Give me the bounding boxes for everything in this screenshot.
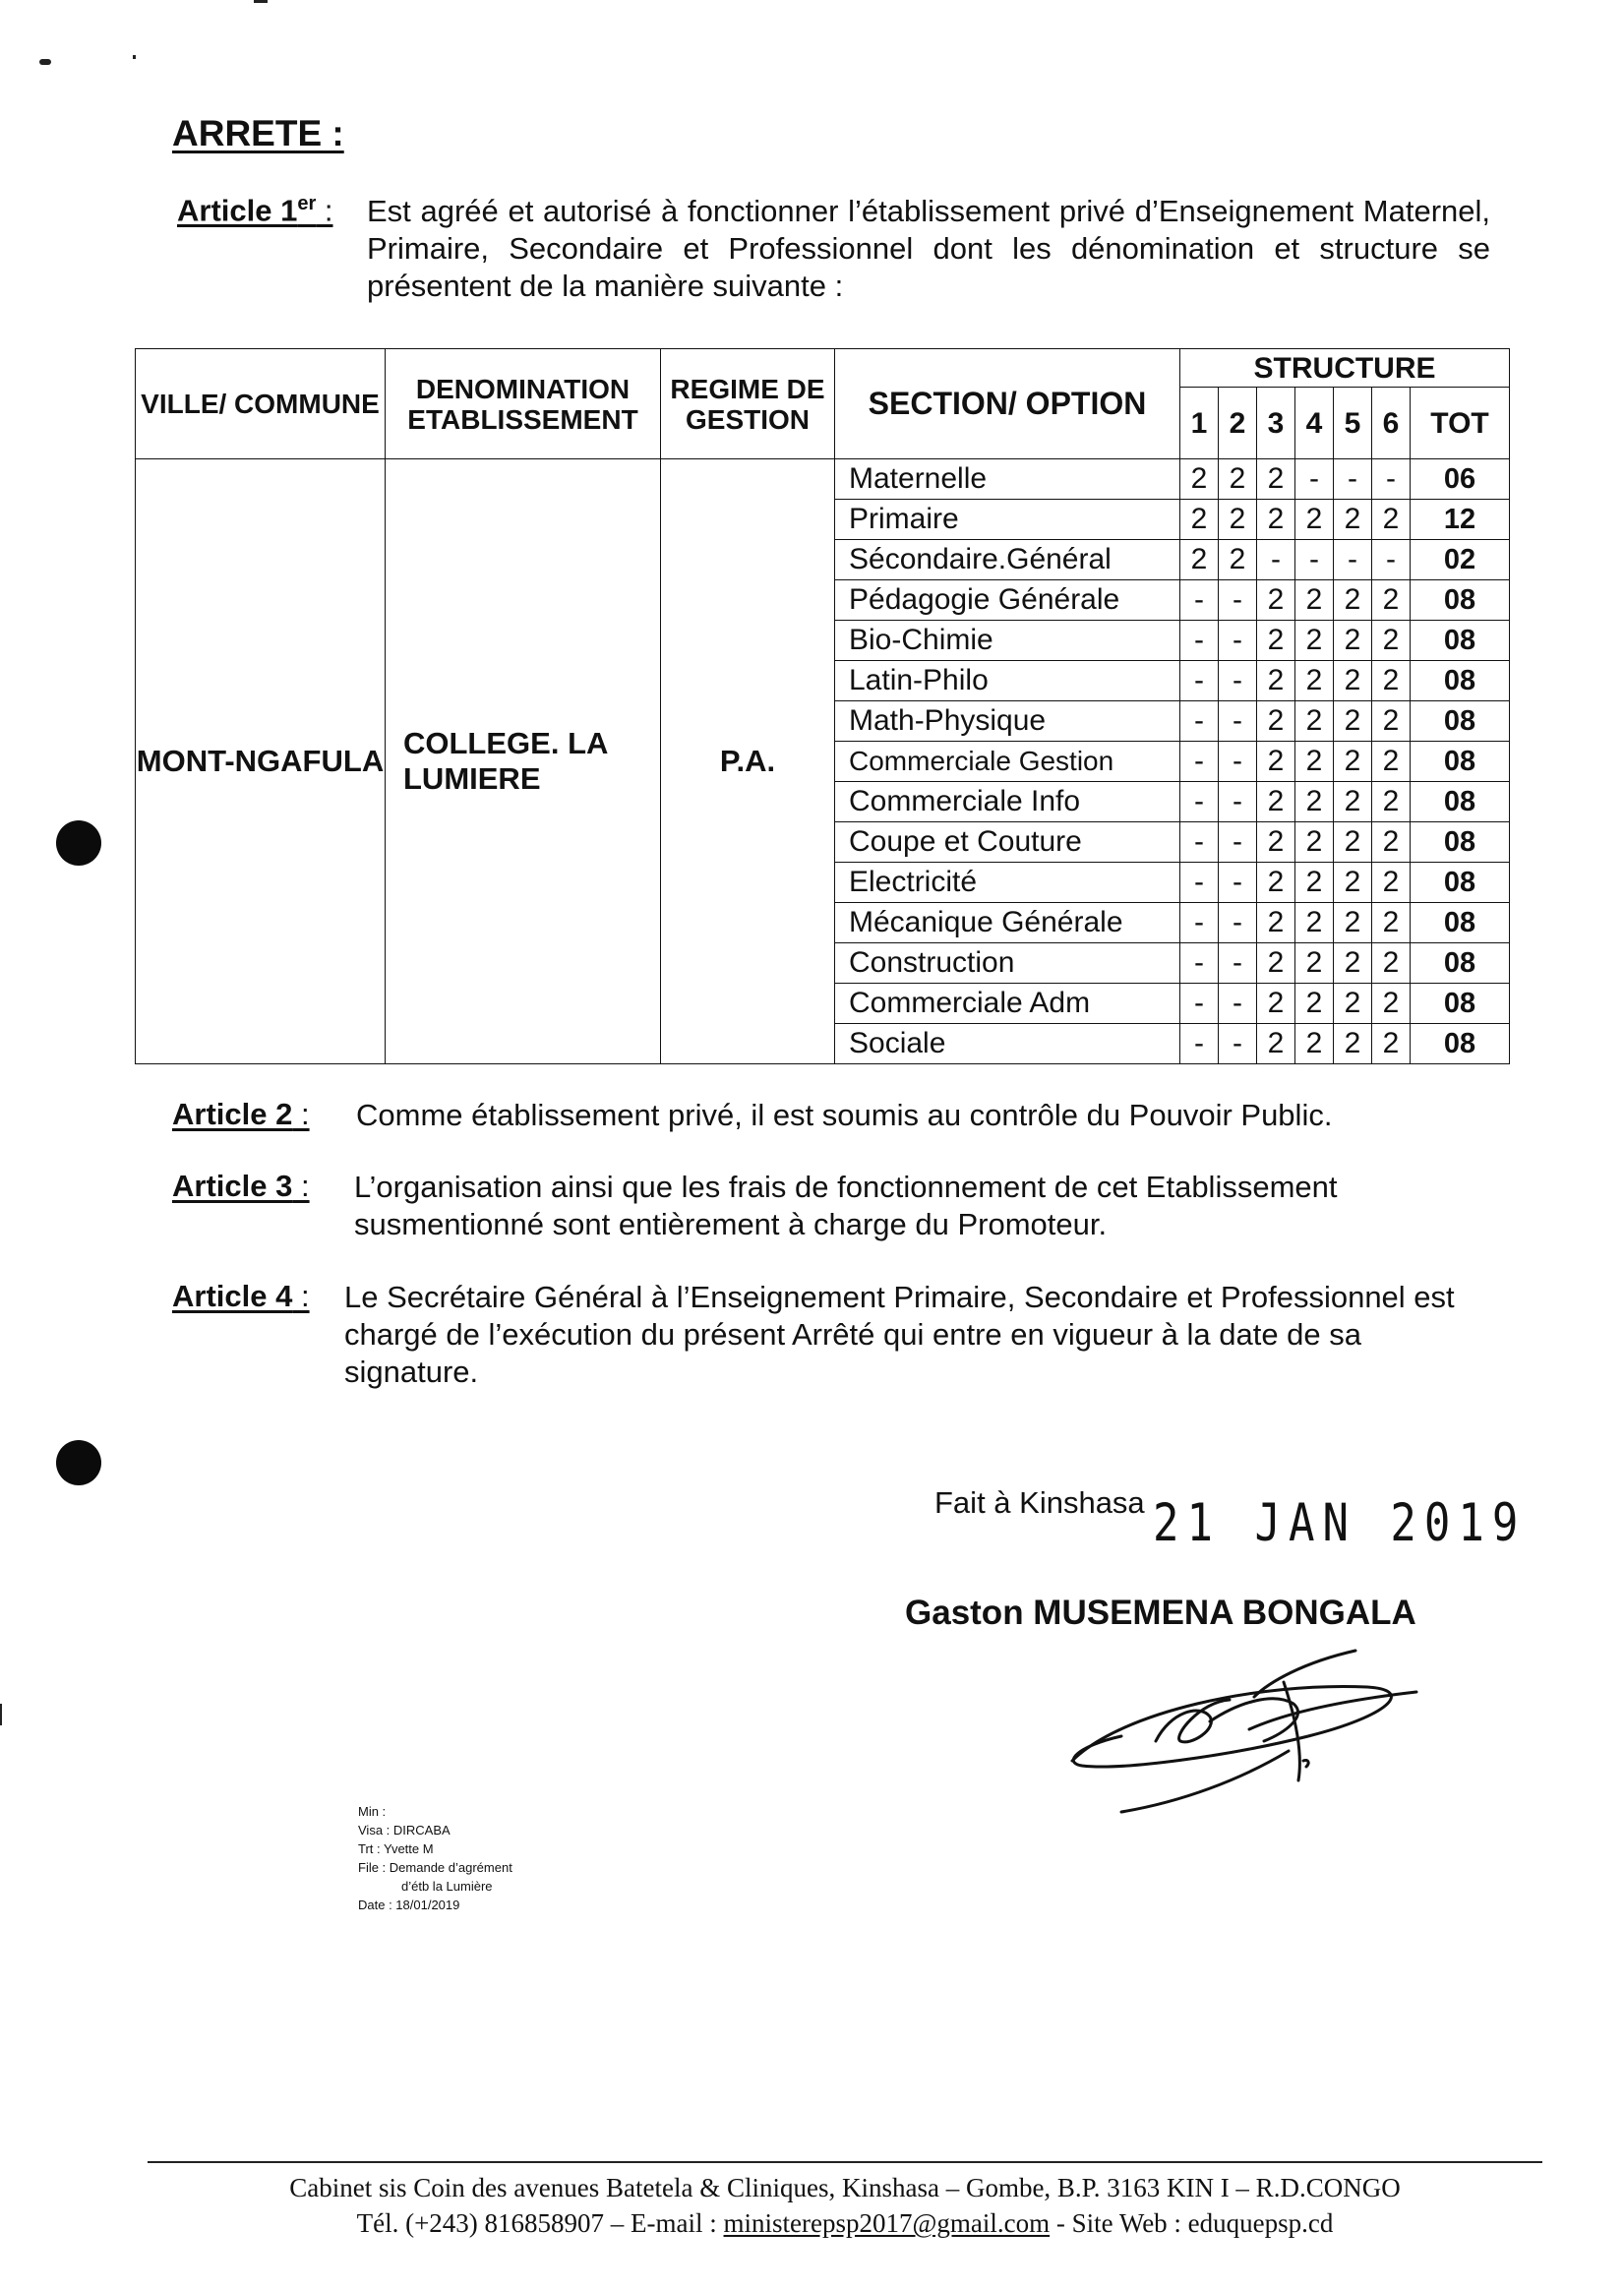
structure-year-5-cell: 2: [1334, 943, 1372, 984]
minute-date: Date : 18/01/2019: [358, 1898, 460, 1912]
structure-year-1-cell: -: [1180, 822, 1219, 863]
structure-year-6-cell: 2: [1372, 984, 1411, 1024]
article-1-text: Est agréé et autorisé à fonctionner l’établissement privé d’Enseignement Maternel, Primaire, Secondaire et Professionnel dont les dénomination et structure se présentent de la manière suivante :: [367, 194, 1490, 303]
article-3-text: L’organisation ainsi que les frais de fonctionnement de cet Etablissement susmentionné sont entièrement à charge du Promoteur.: [354, 1170, 1338, 1241]
scan-speck: [39, 59, 51, 65]
structure-year-6-cell: 2: [1372, 863, 1411, 903]
structure-year-5-cell: 2: [1334, 984, 1372, 1024]
section-option-cell: Pédagogie Générale: [835, 580, 1180, 621]
place-of-signature: Fait à Kinshasa: [934, 1485, 1145, 1520]
section-option-cell: Commerciale Gestion: [835, 742, 1180, 782]
structure-year-3-cell: -: [1257, 540, 1295, 580]
structure-year-4-cell: 2: [1295, 863, 1334, 903]
structure-total-cell: 08: [1411, 943, 1510, 984]
minute-file-continued: d’étb la Lumière: [401, 1879, 493, 1894]
structure-year-6-cell: 2: [1372, 742, 1411, 782]
structure-year-1-cell: -: [1180, 903, 1219, 943]
structure-year-2-cell: -: [1219, 1024, 1257, 1064]
structure-year-4-cell: 2: [1295, 500, 1334, 540]
section-option-cell: Commerciale Adm: [835, 984, 1180, 1024]
structure-year-1-cell: -: [1180, 863, 1219, 903]
footer-email-link[interactable]: ministerepsp2017@gmail.com: [723, 2208, 1051, 2238]
structure-year-3-cell: 2: [1257, 782, 1295, 822]
structure-year-2-cell: -: [1219, 742, 1257, 782]
punch-hole-mark: [56, 820, 101, 866]
stamped-date: 21 JAN 2019: [1153, 1493, 1527, 1554]
structure-year-6-cell: 2: [1372, 701, 1411, 742]
structure-year-3-cell: 2: [1257, 984, 1295, 1024]
article-2-label: Article 2 :: [172, 1097, 310, 1131]
structure-year-4-cell: 2: [1295, 943, 1334, 984]
section-option-cell: Maternelle: [835, 459, 1180, 500]
header-ville-commune: VILLE/ COMMUNE: [136, 349, 386, 459]
structure-year-3-cell: 2: [1257, 459, 1295, 500]
denomination-cell: COLLEGE. LA LUMIERE: [386, 459, 661, 1064]
structure-total-cell: 08: [1411, 863, 1510, 903]
structure-year-1-cell: 2: [1180, 459, 1219, 500]
structure-year-4-cell: 2: [1295, 822, 1334, 863]
header-year-1: 1: [1180, 388, 1219, 459]
structure-year-1-cell: -: [1180, 661, 1219, 701]
structure-year-3-cell: 2: [1257, 903, 1295, 943]
article-3-label: Article 3 :: [172, 1169, 310, 1203]
minute-min: Min :: [358, 1804, 387, 1819]
section-option-cell: Sécondaire.Général: [835, 540, 1180, 580]
section-option-cell: Latin-Philo: [835, 661, 1180, 701]
structure-year-4-cell: 2: [1295, 621, 1334, 661]
structure-year-4-cell: 2: [1295, 580, 1334, 621]
structure-year-1-cell: -: [1180, 984, 1219, 1024]
section-option-cell: Sociale: [835, 1024, 1180, 1064]
structure-year-1-cell: -: [1180, 742, 1219, 782]
handwritten-signature: [1062, 1643, 1456, 1839]
structure-year-2-cell: -: [1219, 943, 1257, 984]
structure-total-cell: 02: [1411, 540, 1510, 580]
structure-total-cell: 12: [1411, 500, 1510, 540]
structure-year-3-cell: 2: [1257, 580, 1295, 621]
structure-total-cell: 08: [1411, 742, 1510, 782]
structure-year-6-cell: 2: [1372, 822, 1411, 863]
section-option-cell: Coupe et Couture: [835, 822, 1180, 863]
header-year-5: 5: [1334, 388, 1372, 459]
minute-trt: Trt : Yvette M: [358, 1841, 434, 1856]
footer: [148, 2170, 1542, 2241]
article-4-label: Article 4 :: [172, 1279, 310, 1313]
structure-year-6-cell: 2: [1372, 903, 1411, 943]
structure-year-6-cell: 2: [1372, 661, 1411, 701]
section-option-cell: Electricité: [835, 863, 1180, 903]
structure-year-5-cell: -: [1334, 540, 1372, 580]
section-option-cell: Primaire: [835, 500, 1180, 540]
structure-year-3-cell: 2: [1257, 661, 1295, 701]
punch-hole-mark: [56, 1440, 101, 1485]
structure-total-cell: 08: [1411, 661, 1510, 701]
structure-year-3-cell: 2: [1257, 701, 1295, 742]
section-option-cell: Math-Physique: [835, 701, 1180, 742]
scan-speck: [254, 0, 268, 3]
header-structure: STRUCTURE: [1180, 349, 1510, 388]
structure-year-2-cell: -: [1219, 782, 1257, 822]
structure-year-2-cell: -: [1219, 903, 1257, 943]
structure-year-4-cell: 2: [1295, 701, 1334, 742]
regime-gestion-cell: P.A.: [661, 459, 835, 1064]
structure-year-1-cell: -: [1180, 943, 1219, 984]
article-4-text: Le Secrétaire Général à l’Enseignement Primaire, Secondaire et Professionnel est chargé de l’exécution du présent Arrêté qui entre en vigueur à la date de sa signature.: [344, 1280, 1455, 1389]
structure-year-5-cell: 2: [1334, 903, 1372, 943]
structure-year-6-cell: 2: [1372, 580, 1411, 621]
structure-year-2-cell: -: [1219, 661, 1257, 701]
structure-year-4-cell: 2: [1295, 1024, 1334, 1064]
structure-year-6-cell: -: [1372, 459, 1411, 500]
structure-year-2-cell: 2: [1219, 459, 1257, 500]
structure-year-2-cell: 2: [1219, 500, 1257, 540]
structure-year-2-cell: -: [1219, 701, 1257, 742]
structure-year-4-cell: -: [1295, 540, 1334, 580]
structure-year-3-cell: 2: [1257, 943, 1295, 984]
structure-year-4-cell: 2: [1295, 661, 1334, 701]
structure-year-5-cell: 2: [1334, 580, 1372, 621]
structure-total-cell: 08: [1411, 822, 1510, 863]
structure-year-5-cell: 2: [1334, 1024, 1372, 1064]
structure-year-2-cell: -: [1219, 863, 1257, 903]
header-year-6: 6: [1372, 388, 1411, 459]
header-total: TOT: [1411, 388, 1510, 459]
header-year-2: 2: [1219, 388, 1257, 459]
section-option-cell: Bio-Chimie: [835, 621, 1180, 661]
section-option-cell: Commerciale Info: [835, 782, 1180, 822]
structure-total-cell: 06: [1411, 459, 1510, 500]
footer-address: Cabinet sis Coin des avenues Batetela & Cliniques, Kinshasa – Gombe, B.P. 3163 KIN I – R.D.CONGO: [289, 2173, 1401, 2202]
footer-divider: [148, 2161, 1542, 2163]
header-section-option: SECTION/ OPTION: [835, 349, 1180, 459]
structure-year-1-cell: -: [1180, 621, 1219, 661]
structure-year-2-cell: -: [1219, 984, 1257, 1024]
structure-year-5-cell: -: [1334, 459, 1372, 500]
structure-year-5-cell: 2: [1334, 621, 1372, 661]
structure-total-cell: 08: [1411, 903, 1510, 943]
structure-table: [135, 348, 1510, 1064]
arrete-heading: ARRETE :: [172, 113, 344, 153]
structure-year-5-cell: 2: [1334, 661, 1372, 701]
structure-year-2-cell: -: [1219, 621, 1257, 661]
ville-commune-cell: MONT-NGAFULA: [136, 459, 386, 1064]
structure-total-cell: 08: [1411, 580, 1510, 621]
structure-year-5-cell: 2: [1334, 742, 1372, 782]
table-row: [136, 459, 1510, 500]
structure-year-3-cell: 2: [1257, 1024, 1295, 1064]
structure-total-cell: 08: [1411, 1024, 1510, 1064]
structure-total-cell: 08: [1411, 984, 1510, 1024]
structure-year-4-cell: 2: [1295, 984, 1334, 1024]
minute-file: File : Demande d’agrément: [358, 1860, 512, 1875]
structure-year-1-cell: 2: [1180, 500, 1219, 540]
structure-year-1-cell: -: [1180, 701, 1219, 742]
structure-year-5-cell: 2: [1334, 782, 1372, 822]
signatory-name: Gaston MUSEMENA BONGALA: [905, 1594, 1416, 1632]
header-year-3: 3: [1257, 388, 1295, 459]
scan-speck: [133, 55, 136, 59]
structure-year-2-cell: 2: [1219, 540, 1257, 580]
structure-year-2-cell: -: [1219, 580, 1257, 621]
structure-total-cell: 08: [1411, 782, 1510, 822]
structure-year-6-cell: 2: [1372, 782, 1411, 822]
structure-year-6-cell: 2: [1372, 943, 1411, 984]
minute-block: [358, 1802, 512, 1914]
header-year-4: 4: [1295, 388, 1334, 459]
structure-year-6-cell: 2: [1372, 1024, 1411, 1064]
structure-year-3-cell: 2: [1257, 500, 1295, 540]
section-option-cell: Construction: [835, 943, 1180, 984]
structure-year-4-cell: 2: [1295, 782, 1334, 822]
structure-year-5-cell: 2: [1334, 863, 1372, 903]
structure-year-1-cell: 2: [1180, 540, 1219, 580]
structure-year-1-cell: -: [1180, 580, 1219, 621]
structure-year-1-cell: -: [1180, 782, 1219, 822]
footer-contact: Tél. (+243) 816858907 – E-mail : ministerepsp2017@gmail.com - Site Web : eduquepsp.cd: [356, 2208, 1334, 2238]
structure-year-6-cell: -: [1372, 540, 1411, 580]
article-2-text: Comme établissement privé, il est soumis au contrôle du Pouvoir Public.: [356, 1098, 1333, 1132]
header-regime-gestion: REGIME DE GESTION: [661, 349, 835, 459]
header-denomination: DENOMINATION ETABLISSEMENT: [386, 349, 661, 459]
structure-year-6-cell: 2: [1372, 621, 1411, 661]
structure-year-4-cell: 2: [1295, 903, 1334, 943]
structure-year-3-cell: 2: [1257, 621, 1295, 661]
scan-speck: [0, 1704, 2, 1725]
structure-year-3-cell: 2: [1257, 822, 1295, 863]
structure-year-1-cell: -: [1180, 1024, 1219, 1064]
structure-year-5-cell: 2: [1334, 500, 1372, 540]
article-1-label: Article 1er :: [177, 193, 333, 228]
structure-year-5-cell: 2: [1334, 701, 1372, 742]
structure-year-3-cell: 2: [1257, 742, 1295, 782]
structure-year-5-cell: 2: [1334, 822, 1372, 863]
structure-total-cell: 08: [1411, 701, 1510, 742]
structure-year-6-cell: 2: [1372, 500, 1411, 540]
structure-year-2-cell: -: [1219, 822, 1257, 863]
structure-year-4-cell: 2: [1295, 742, 1334, 782]
structure-year-4-cell: -: [1295, 459, 1334, 500]
section-option-cell: Mécanique Générale: [835, 903, 1180, 943]
minute-visa: Visa : DIRCABA: [358, 1823, 451, 1838]
structure-year-3-cell: 2: [1257, 863, 1295, 903]
structure-total-cell: 08: [1411, 621, 1510, 661]
